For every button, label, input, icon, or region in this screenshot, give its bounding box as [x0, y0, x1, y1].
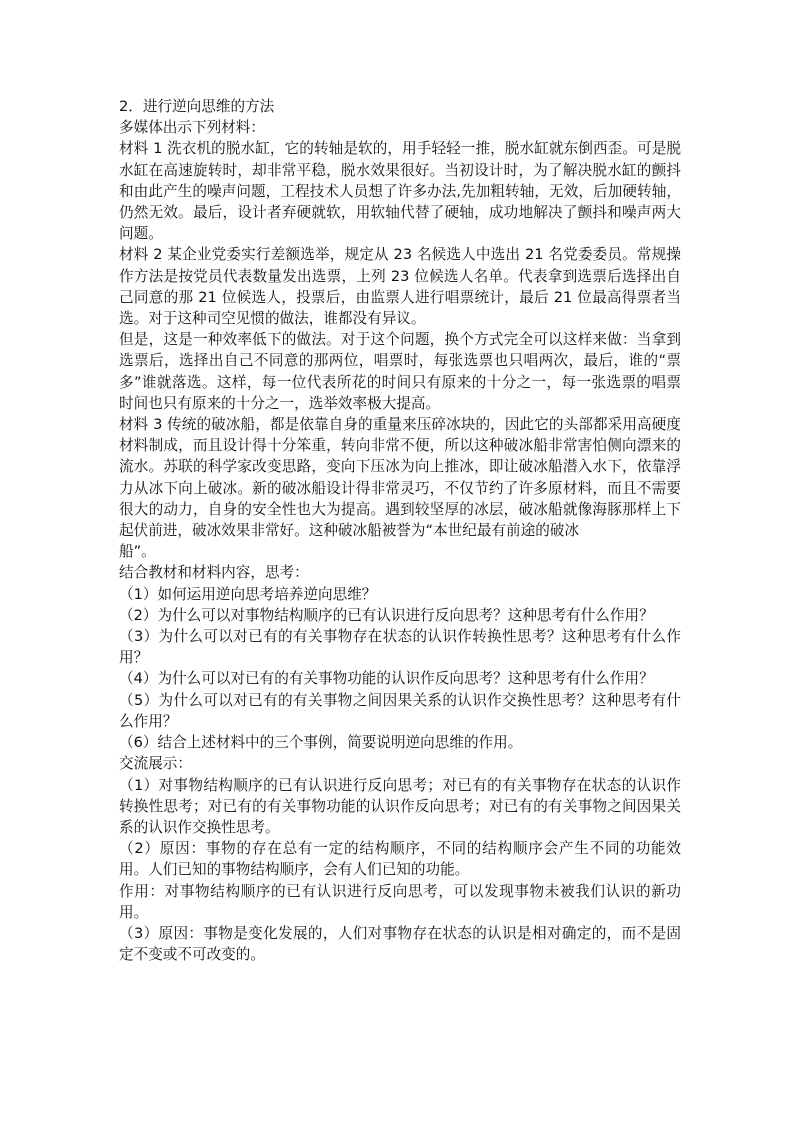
question-4: （4）为什么可以对已有的有关事物功能的认识作反向思考？这种思考有什么作用？ — [119, 670, 654, 688]
answer-2: （2）原因：事物的存在总有一定的结构顺序，不同的结构顺序会产生不同的功能效用。人们已知的事物结构顺序，会有人们已知的功能。 — [119, 840, 681, 879]
document-body — [119, 96, 681, 965]
answer-3: （3）原因：事物是变化发展的，人们对事物存在状态的认识是相对确定的，而不是固定不变或不可改变的。 — [119, 924, 681, 964]
answer-1: （1）对事物结构顺序的已有认识进行反向思考；对已有的有关事物存在状态的认识作转换性思考；对已有的有关事物功能的认识作反向思考；对已有的有关事物之间因果关系的认识作交换性思考。 — [119, 776, 681, 836]
section-title: 2．进行逆向思维的方法 — [119, 98, 275, 115]
question-6: （6）结合上述材料中的三个事例，简要说明逆向思维的作用。 — [119, 734, 523, 752]
material-1: 材料 1 洗衣机的脱水缸，它的转轴是软的，用手轻轻一推，脱水缸就东倒西歪。可是脱水缸在高速旋转时，却非常平稳，脱水效果很好。当初设计时，为了解决脱水缸的颤抖和由此产生的噪声问题，工程技术人员想了许多办法,先加粗转轴，无效，后加硬转轴，仍然无效。最后，设计者弃硬就软，用软轴代替了硬轴，成功地解决了颤抖和噪声两大问题。 — [119, 140, 681, 243]
think-intro: 结合教材和材料内容，思考： — [119, 564, 309, 582]
material-2: 材料 2 某企业党委实行差额选举，规定从 23 名候选人中选出 21 名党委委员。常规操作方法是按党员代表数量发出选票，上列 23 位候选人名单。代表拿到选票后选择出自己同意的那 21 位候选人，投票后，由监票人进行唱票统计，最后 21 位最高得票者当选。对于这种司空见惯的做法，谁都没有异议。 — [119, 246, 681, 328]
question-1: （1）如何运用逆向思考培养逆向思维？ — [119, 585, 377, 603]
question-2: （2）为什么可以对事物结构顺序的已有认识进行反向思考？这种思考有什么作用？ — [119, 606, 654, 624]
material-2-continued: 但是，这是一种效率低下的做法。对于这个问题，换个方式完全可以这样来做：当拿到选票后，选择出自己不同意的那两位，唱票时，每张选票也只唱两次，最后，谁的“票多”谁就落选。这样，每一位代表所花的时间只有原来的十分之一，每一张选票的唱票时间也只有原来的十分之一，选举效率极大提高。 — [119, 331, 681, 412]
material-3-ending: 船”。 — [119, 543, 156, 561]
exchange-heading: 交流展示： — [119, 755, 192, 773]
question-5: （5）为什么可以对已有的有关事物之间因果关系的认识作交换性思考？这种思考有什么作用？ — [119, 691, 681, 730]
material-3: 材料 3 传统的破冰船，都是依靠自身的重量来压碎冰块的，因此它的头部都采用高硬度材料制成，而且设计得十分笨重，转向非常不便，所以这种破冰船非常害怕侧向漂来的流水。苏联的科学家改变思路，变向下压冰为向上推冰，即让破冰船潜入水下，依靠浮力从冰下向上破冰。新的破冰船设计得非常灵巧，不仅节约了许多原材料，而且不需要很大的动力，自身的安全性也大为提高。遇到较坚厚的冰层，破冰船就像海豚那样上下起伏前进，破冰效果非常好。这种破冰船被誉为“本世纪最有前途的破冰 — [119, 416, 681, 540]
answer-2-effect: 作用：对事物结构顺序的已有认识进行反向思考，可以发现事物未被我们认识的新功用。 — [119, 882, 681, 921]
question-3: （3）为什么可以对已有的有关事物存在状态的认识作转换性思考？这种思考有什么作用？ — [119, 628, 681, 667]
intro-line: 多媒体出示下列材料： — [119, 119, 265, 137]
